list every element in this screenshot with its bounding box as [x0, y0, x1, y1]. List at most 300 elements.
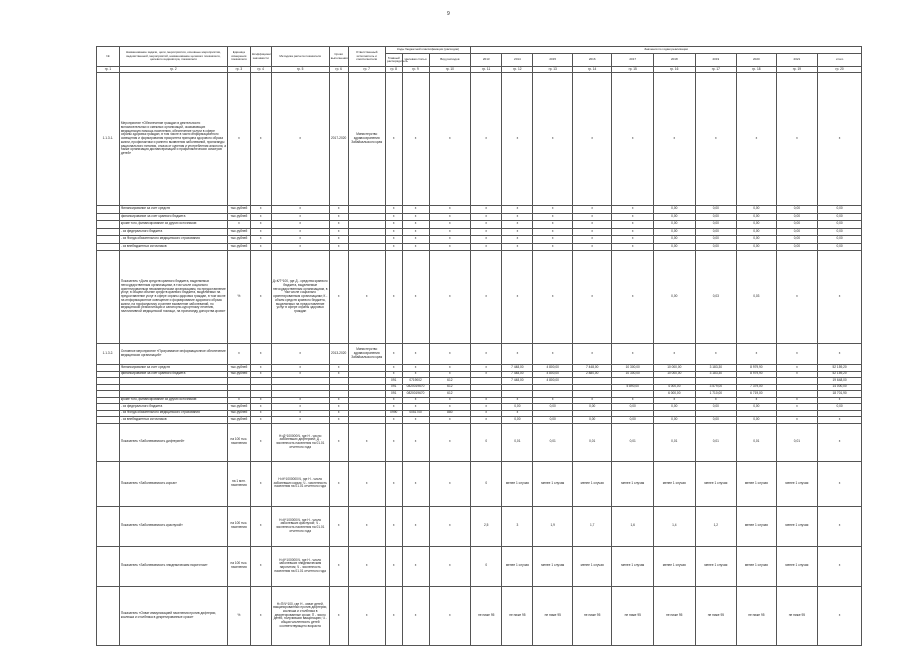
- row-unit: тыс.рублей: [227, 243, 250, 251]
- value-cell: менее 1 случая: [737, 506, 776, 546]
- value-cell: 4 800,00: [533, 371, 572, 378]
- row-unit: %: [227, 251, 250, 344]
- value-cell: х: [695, 73, 737, 206]
- row-coef: х: [250, 228, 271, 236]
- value-cell: 0,00: [654, 236, 696, 244]
- value-cell: 6 719,00: [737, 391, 776, 398]
- value-cell: х: [612, 251, 654, 344]
- value-cell: 0,00: [654, 251, 696, 344]
- value-cell: 7 448,00: [502, 365, 533, 372]
- value-cell: х: [533, 73, 572, 206]
- row-coef: х: [250, 213, 271, 221]
- column-number-cell: гр. 5: [271, 67, 329, 73]
- row-vr: х: [429, 221, 471, 229]
- row-period: х: [329, 506, 348, 546]
- value-cell: х: [776, 404, 818, 411]
- value-cell: х: [502, 251, 533, 344]
- value-cell: х: [776, 344, 818, 365]
- row-method: х: [271, 410, 329, 417]
- row-coef: х: [250, 344, 271, 365]
- value-cell: 3: [502, 506, 533, 546]
- row-gr: х: [385, 397, 402, 404]
- row-period: х: [329, 251, 348, 344]
- value-cell: 0,00: [502, 404, 533, 411]
- value-cell: 0,00: [737, 221, 776, 229]
- table-row: [97, 236, 862, 244]
- value-cell: менее 1 случая: [533, 546, 572, 586]
- value-cell: 0: [471, 546, 502, 586]
- row-number: 1.1.3.1.: [97, 73, 120, 206]
- value-cell: х: [502, 73, 533, 206]
- value-cell: 1,7: [572, 506, 611, 546]
- row-coef: х: [250, 417, 271, 424]
- row-number: [97, 221, 120, 229]
- row-cs: х: [402, 423, 429, 461]
- row-name: - из внебюджетных источников: [119, 417, 227, 424]
- value-cell: 0,01: [572, 423, 611, 461]
- row-vr: х: [429, 404, 471, 411]
- value-cell: 10 000,00: [654, 371, 696, 378]
- value-cell: 7 379,00: [737, 384, 776, 391]
- value-cell: 0,00: [695, 236, 737, 244]
- value-cell: 10 300,00: [612, 365, 654, 372]
- row-cs: х: [402, 243, 429, 251]
- row-unit: тыс.рублей: [227, 228, 250, 236]
- row-coef: х: [250, 371, 271, 378]
- table-row: [97, 206, 862, 214]
- row-method: х: [271, 371, 329, 378]
- row-cs: х: [402, 397, 429, 404]
- row-executor: [348, 236, 385, 244]
- row-unit: тыс.рублей: [227, 206, 250, 214]
- row-vr: 880: [429, 410, 471, 417]
- table-row: [97, 546, 862, 586]
- row-gr: х: [385, 73, 402, 206]
- value-cell: 52 159,20: [818, 365, 862, 372]
- row-method: х: [271, 404, 329, 411]
- value-cell: 4 800,00: [533, 378, 572, 385]
- row-unit: на 100 тыс. населения: [227, 546, 250, 586]
- column-number-cell: гр. 13: [533, 67, 572, 73]
- value-cell: 0,00: [612, 417, 654, 424]
- row-name: - из Фонда обязательного медицинского страхования: [119, 236, 227, 244]
- row-name: - из федерального бюджета: [119, 228, 227, 236]
- row-name: финансирование за счет краевого бюджета: [119, 213, 227, 221]
- value-cell: х: [818, 423, 862, 461]
- value-cell: х: [502, 236, 533, 244]
- row-vr: 612: [429, 378, 471, 385]
- page-number: 9: [447, 11, 450, 17]
- value-cell: менее 1 случая: [695, 461, 737, 506]
- row-period: х: [329, 236, 348, 244]
- year-header: 2017: [612, 54, 654, 67]
- value-cell: х: [471, 228, 502, 236]
- row-vr: х: [429, 365, 471, 372]
- row-cs: х: [402, 586, 429, 645]
- value-cell: х: [471, 206, 502, 214]
- row-method: Н=Д*100000/Ч, где Н - число заболевших дифтерией; Д - численность населения на 01.01 отчетного года: [271, 423, 329, 461]
- value-cell: 0: [471, 423, 502, 461]
- value-cell: 52 159,20: [818, 371, 862, 378]
- row-unit: тыс.рублей: [227, 404, 250, 411]
- row-name: Финансирование за счет средств: [119, 206, 227, 214]
- value-cell: х: [776, 371, 818, 378]
- row-unit: тыс.рублей: [227, 371, 250, 378]
- row-vr: х: [429, 546, 471, 586]
- value-cell: х: [471, 251, 502, 344]
- value-cell: менее 1 случая: [572, 546, 611, 586]
- row-coef: х: [250, 397, 271, 404]
- row-name: Показатель «Заболеваемость дифтерией»: [119, 423, 227, 461]
- row-executor: [348, 228, 385, 236]
- col-gr-header: Главный распорядитель: [385, 54, 402, 67]
- row-vr: х: [429, 371, 471, 378]
- row-gr: х: [385, 546, 402, 586]
- row-number: [97, 236, 120, 244]
- row-number: [97, 206, 120, 214]
- row-method: х: [271, 236, 329, 244]
- row-cs: х: [402, 461, 429, 506]
- value-cell: 0,00: [818, 213, 862, 221]
- value-cell: 0,00: [695, 243, 737, 251]
- value-cell: 0,00: [737, 404, 776, 411]
- row-vr: х: [429, 213, 471, 221]
- column-number-cell: гр. 18: [737, 67, 776, 73]
- row-coef: х: [250, 73, 271, 206]
- value-cell: менее 1 случая: [533, 461, 572, 506]
- value-cell: х: [654, 344, 696, 365]
- row-gr: х: [385, 344, 402, 365]
- value-cell: не ниже 95: [612, 586, 654, 645]
- value-cell: х: [533, 344, 572, 365]
- value-cell: х: [776, 417, 818, 424]
- value-cell: х: [612, 243, 654, 251]
- value-cell: х: [502, 228, 533, 236]
- row-gr: х: [385, 236, 402, 244]
- value-cell: х: [533, 206, 572, 214]
- row-cs: х: [402, 236, 429, 244]
- row-gr: х: [385, 365, 402, 372]
- value-cell: менее 1 случая: [612, 461, 654, 506]
- row-executor: [348, 221, 385, 229]
- value-cell: х: [572, 213, 611, 221]
- year-header: 2013: [471, 54, 502, 67]
- value-cell: 4 000,00: [654, 384, 696, 391]
- row-vr: х: [429, 397, 471, 404]
- value-cell: х: [818, 506, 862, 546]
- value-cell: 1,6: [612, 506, 654, 546]
- value-cell: х: [818, 417, 862, 424]
- row-period: х: [329, 397, 348, 404]
- value-cell: х: [533, 221, 572, 229]
- budget-codes-header: Коды бюджетной классификации (расходов): [385, 47, 470, 54]
- row-name: Показатель «Заболеваемость корью»: [119, 461, 227, 506]
- value-cell: х: [776, 365, 818, 372]
- row-vr: х: [429, 344, 471, 365]
- row-method: х: [271, 221, 329, 229]
- value-cell: х: [572, 251, 611, 344]
- row-gr: 091: [385, 384, 402, 391]
- value-cell: х: [502, 243, 533, 251]
- value-cell: 0,00: [818, 221, 862, 229]
- value-cell: 0,00: [695, 417, 737, 424]
- row-gr: х: [385, 206, 402, 214]
- row-gr: 0990: [385, 410, 402, 417]
- value-cell: х: [502, 221, 533, 229]
- values-header: Значения по годам реализации: [471, 47, 862, 54]
- column-number-cell: гр. 6: [329, 67, 348, 73]
- value-cell: х: [818, 73, 862, 206]
- row-coef: х: [250, 243, 271, 251]
- value-cell: не ниже 95: [776, 586, 818, 645]
- row-number: [97, 213, 120, 221]
- value-cell: менее 1 случая: [737, 546, 776, 586]
- row-executor: х: [348, 251, 385, 344]
- column-number-cell: гр. 14: [572, 67, 611, 73]
- table-row: [97, 73, 862, 206]
- value-cell: менее 1 случая: [776, 506, 818, 546]
- row-unit: х: [227, 397, 250, 404]
- row-executor: х: [348, 506, 385, 546]
- row-coef: х: [250, 236, 271, 244]
- value-cell: х: [533, 228, 572, 236]
- row-period: х: [329, 213, 348, 221]
- value-cell: 0,01: [654, 423, 696, 461]
- row-gr: х: [385, 423, 402, 461]
- value-cell: менее 1 случая: [612, 546, 654, 586]
- row-vr: х: [429, 251, 471, 344]
- row-cs: х: [402, 213, 429, 221]
- row-vr: х: [429, 461, 471, 506]
- row-gr: х: [385, 221, 402, 229]
- table-row: [97, 423, 862, 461]
- value-cell: не ниже 95: [654, 586, 696, 645]
- value-cell: 1,4: [654, 506, 696, 546]
- value-cell: х: [533, 251, 572, 344]
- row-name: - из федерального бюджета: [119, 404, 227, 411]
- row-period: х: [329, 365, 348, 372]
- column-number-cell: гр. 4: [250, 67, 271, 73]
- year-header: 2019: [695, 54, 737, 67]
- value-cell: 0,00: [737, 236, 776, 244]
- value-cell: 0,00: [776, 221, 818, 229]
- row-number: [97, 243, 120, 251]
- value-cell: 1 710,00: [695, 391, 737, 398]
- value-cell: менее 1 случая: [695, 546, 737, 586]
- row-name: кроме того, финансирование из других источников:: [119, 397, 227, 404]
- row-coef: х: [250, 206, 271, 214]
- row-vr: х: [429, 73, 471, 206]
- row-period: 2017-2020: [329, 73, 348, 206]
- value-cell: 0,00: [654, 417, 696, 424]
- row-gr: х: [385, 228, 402, 236]
- col-executor-header: Ответственный исполнитель и соисполнители: [348, 47, 385, 67]
- col-cs-header: Целевая статья: [402, 54, 429, 67]
- year-header: 2020: [737, 54, 776, 67]
- value-cell: 0,00: [818, 206, 862, 214]
- row-gr: х: [385, 461, 402, 506]
- value-cell: х: [533, 213, 572, 221]
- col-vr-header: Вид расходов: [429, 54, 471, 67]
- value-cell: х: [502, 206, 533, 214]
- value-cell: 0,01: [533, 423, 572, 461]
- value-cell: 1,9: [533, 506, 572, 546]
- row-cs: 0719002: [402, 378, 429, 385]
- value-cell: 8 979,90: [737, 371, 776, 378]
- value-cell: х: [471, 221, 502, 229]
- row-method: х: [271, 228, 329, 236]
- table-row: [97, 506, 862, 546]
- value-cell: х: [471, 344, 502, 365]
- row-executor: Министерство здравоохранения Забайкальского края: [348, 73, 385, 206]
- row-number: [97, 423, 120, 461]
- value-cell: 0,00: [737, 417, 776, 424]
- row-cs: х: [402, 506, 429, 546]
- row-period: х: [329, 586, 348, 645]
- value-cell: х: [471, 397, 502, 404]
- value-cell: х: [612, 228, 654, 236]
- value-cell: х: [776, 73, 818, 206]
- row-cs: х: [402, 251, 429, 344]
- row-cs: х: [402, 206, 429, 214]
- value-cell: х: [695, 397, 737, 404]
- value-cell: 18 701,90: [818, 391, 862, 398]
- row-method: Н=П/Ч*100, где Н - охват детей, вакцинированных против дифтерии, коклюша и столбняка в декретированные сроки; П - число детей, получивших вакцинацию; Ч - общая численность детей соответствующего возраста: [271, 586, 329, 645]
- row-name: кроме того, финансирование из других источников:: [119, 221, 227, 229]
- row-name: Показатель «Заболеваемость краснухой»: [119, 506, 227, 546]
- row-period: х: [329, 243, 348, 251]
- row-cs: х: [402, 73, 429, 206]
- value-cell: х: [572, 344, 611, 365]
- value-cell: 0,03: [737, 251, 776, 344]
- row-gr: х: [385, 586, 402, 645]
- row-gr: х: [385, 213, 402, 221]
- value-cell: х: [572, 73, 611, 206]
- row-cs: х: [402, 417, 429, 424]
- col-no-header: №: [97, 47, 120, 67]
- value-cell: х: [502, 344, 533, 365]
- row-unit: тыс.рублей: [227, 365, 250, 372]
- row-vr: 612: [429, 391, 471, 398]
- value-cell: 1,2: [695, 506, 737, 546]
- value-cell: 0,00: [776, 228, 818, 236]
- value-cell: х: [572, 236, 611, 244]
- value-cell: х: [471, 371, 502, 378]
- value-cell: 7 448,00: [572, 365, 611, 372]
- row-method: Н=К*100000/Ч, где Н - число заболевших краснухой; Ч - численность населения на 01.01 отчетного года: [271, 506, 329, 546]
- value-cell: х: [572, 397, 611, 404]
- value-cell: 0,01: [612, 423, 654, 461]
- value-cell: 0,00: [654, 228, 696, 236]
- value-cell: 0,00: [776, 206, 818, 214]
- row-unit: тыс.рублей: [227, 410, 250, 417]
- value-cell: 0,00: [818, 236, 862, 244]
- col-period-header: Сроки выполнения: [329, 47, 348, 67]
- value-cell: х: [654, 73, 696, 206]
- value-cell: х: [471, 410, 502, 417]
- table-row: [97, 461, 862, 506]
- value-cell: 0,00: [776, 243, 818, 251]
- value-cell: 8 979,90: [737, 365, 776, 372]
- row-vr: х: [429, 586, 471, 645]
- row-cs: х: [402, 404, 429, 411]
- column-number-cell: гр. 7: [348, 67, 385, 73]
- row-executor: [348, 243, 385, 251]
- row-unit: на 100 тыс. населения: [227, 506, 250, 546]
- value-cell: 0,00: [695, 213, 737, 221]
- value-cell: х: [818, 251, 862, 344]
- row-vr: х: [429, 417, 471, 424]
- row-name: финансирование за счет краевого бюджета: [119, 371, 227, 378]
- value-cell: 14 000,00: [818, 384, 862, 391]
- value-cell: 0,00: [695, 404, 737, 411]
- value-cell: х: [818, 397, 862, 404]
- column-number-cell: гр. 10: [429, 67, 471, 73]
- value-cell: х: [776, 251, 818, 344]
- row-vr: х: [429, 206, 471, 214]
- value-cell: 10 300,00: [612, 371, 654, 378]
- value-cell: менее 1 случая: [737, 461, 776, 506]
- table-row: [97, 243, 862, 251]
- column-number-cell: гр. 20: [818, 67, 862, 73]
- value-cell: х: [471, 213, 502, 221]
- row-period: х: [329, 546, 348, 586]
- row-number: [97, 251, 120, 344]
- row-vr: х: [429, 236, 471, 244]
- value-cell: 0,00: [695, 228, 737, 236]
- row-name: Финансирование за счет средств: [119, 365, 227, 372]
- row-method: х: [271, 365, 329, 372]
- value-cell: х: [471, 365, 502, 372]
- row-cs: 0051700: [402, 410, 429, 417]
- row-vr: х: [429, 243, 471, 251]
- value-cell: 7 448,00: [502, 371, 533, 378]
- value-cell: х: [533, 243, 572, 251]
- value-cell: менее 1 случая: [776, 461, 818, 506]
- value-cell: х: [818, 546, 862, 586]
- row-cs: х: [402, 344, 429, 365]
- row-unit: х: [227, 73, 250, 206]
- col-coef-header: Коэффициент значимости: [250, 47, 271, 67]
- row-coef: х: [250, 546, 271, 586]
- value-cell: 3 183,30: [695, 365, 737, 372]
- value-cell: 0,01: [737, 423, 776, 461]
- row-executor: х: [348, 546, 385, 586]
- col-unit-header: Единица измерения показателя: [227, 47, 250, 67]
- value-cell: 0,01: [502, 423, 533, 461]
- value-cell: 0,00: [776, 236, 818, 244]
- row-number: [97, 461, 120, 506]
- value-cell: 0,00: [737, 206, 776, 214]
- row-number: 1.1.3.2.: [97, 344, 120, 365]
- value-cell: 0,00: [612, 404, 654, 411]
- value-cell: 0,00: [818, 404, 862, 411]
- row-cs: х: [402, 371, 429, 378]
- value-cell: менее 1 случая: [502, 546, 533, 586]
- value-cell: х: [471, 404, 502, 411]
- row-period: х: [329, 371, 348, 378]
- row-cs: х: [402, 221, 429, 229]
- row-unit: тыс.рублей: [227, 417, 250, 424]
- value-cell: х: [612, 236, 654, 244]
- value-cell: не ниже 95: [737, 586, 776, 645]
- column-number-cell: гр. 9: [402, 67, 429, 73]
- value-cell: 10 000,00: [654, 365, 696, 372]
- row-method: х: [271, 73, 329, 206]
- value-cell: х: [818, 586, 862, 645]
- value-cell: х: [572, 221, 611, 229]
- row-cs: 0820019670: [402, 384, 429, 391]
